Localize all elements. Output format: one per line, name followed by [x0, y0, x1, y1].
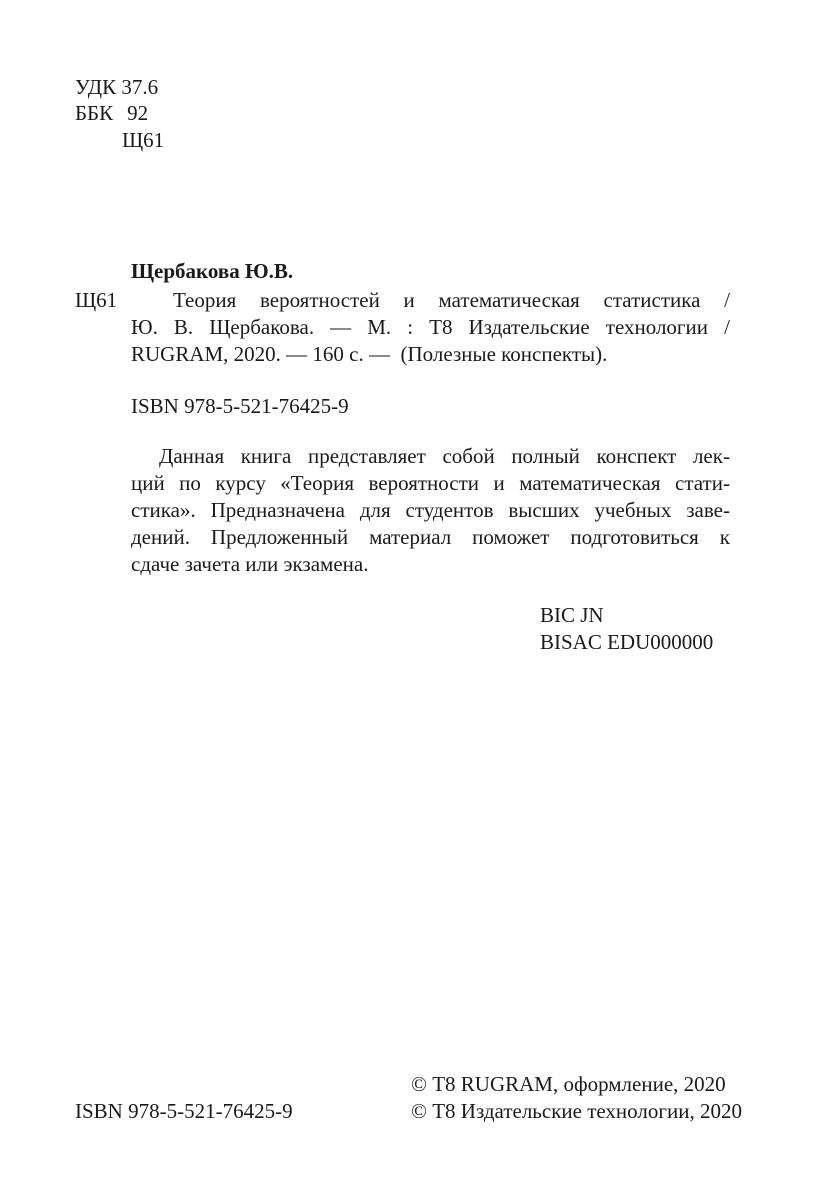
author-mark-top: Щ61 — [122, 128, 165, 152]
bic-code: BIC JN — [540, 603, 604, 627]
annotation-line: ций по курсу «Теория вероятности и математическая стати- — [131, 471, 730, 495]
bisac-code: BISAC EDU000000 — [540, 630, 714, 654]
copyright-publisher: © Т8 Издательские технологии, 2020 — [411, 1099, 742, 1123]
udk-code: УДК 37.6 — [75, 75, 159, 99]
bbk-label: ББК — [75, 101, 114, 125]
author-mark-entry: Щ61 — [75, 288, 118, 312]
catalog-isbn: ISBN 978-5-521-76425-9 — [131, 394, 349, 418]
catalog-description-line: Теория вероятностей и математическая статистика / — [173, 288, 730, 312]
catalog-description-line: RUGRAM, 2020. — 160 с. — (Полезные конспекты). — [131, 342, 608, 366]
bbk-code — [75, 100, 148, 127]
author-heading: Щербакова Ю.В. — [131, 259, 294, 283]
copyright-design: © Т8 RUGRAM, оформление, 2020 — [411, 1072, 726, 1096]
bbk-value: 92 — [127, 101, 149, 125]
annotation-line: сдаче зачета или экзамена. — [131, 552, 369, 576]
footer-isbn: ISBN 978-5-521-76425-9 — [75, 1099, 293, 1123]
annotation-line: Данная книга представляет собой полный конспект лек- — [159, 444, 730, 468]
annotation-line: дений. Предложенный материал поможет подготовиться к — [131, 525, 730, 549]
catalog-description-line: Ю. В. Щербакова. — М. : Т8 Издательские технологии / — [131, 315, 730, 339]
annotation-line: стика». Предназначена для студентов высших учебных заве- — [131, 498, 730, 522]
